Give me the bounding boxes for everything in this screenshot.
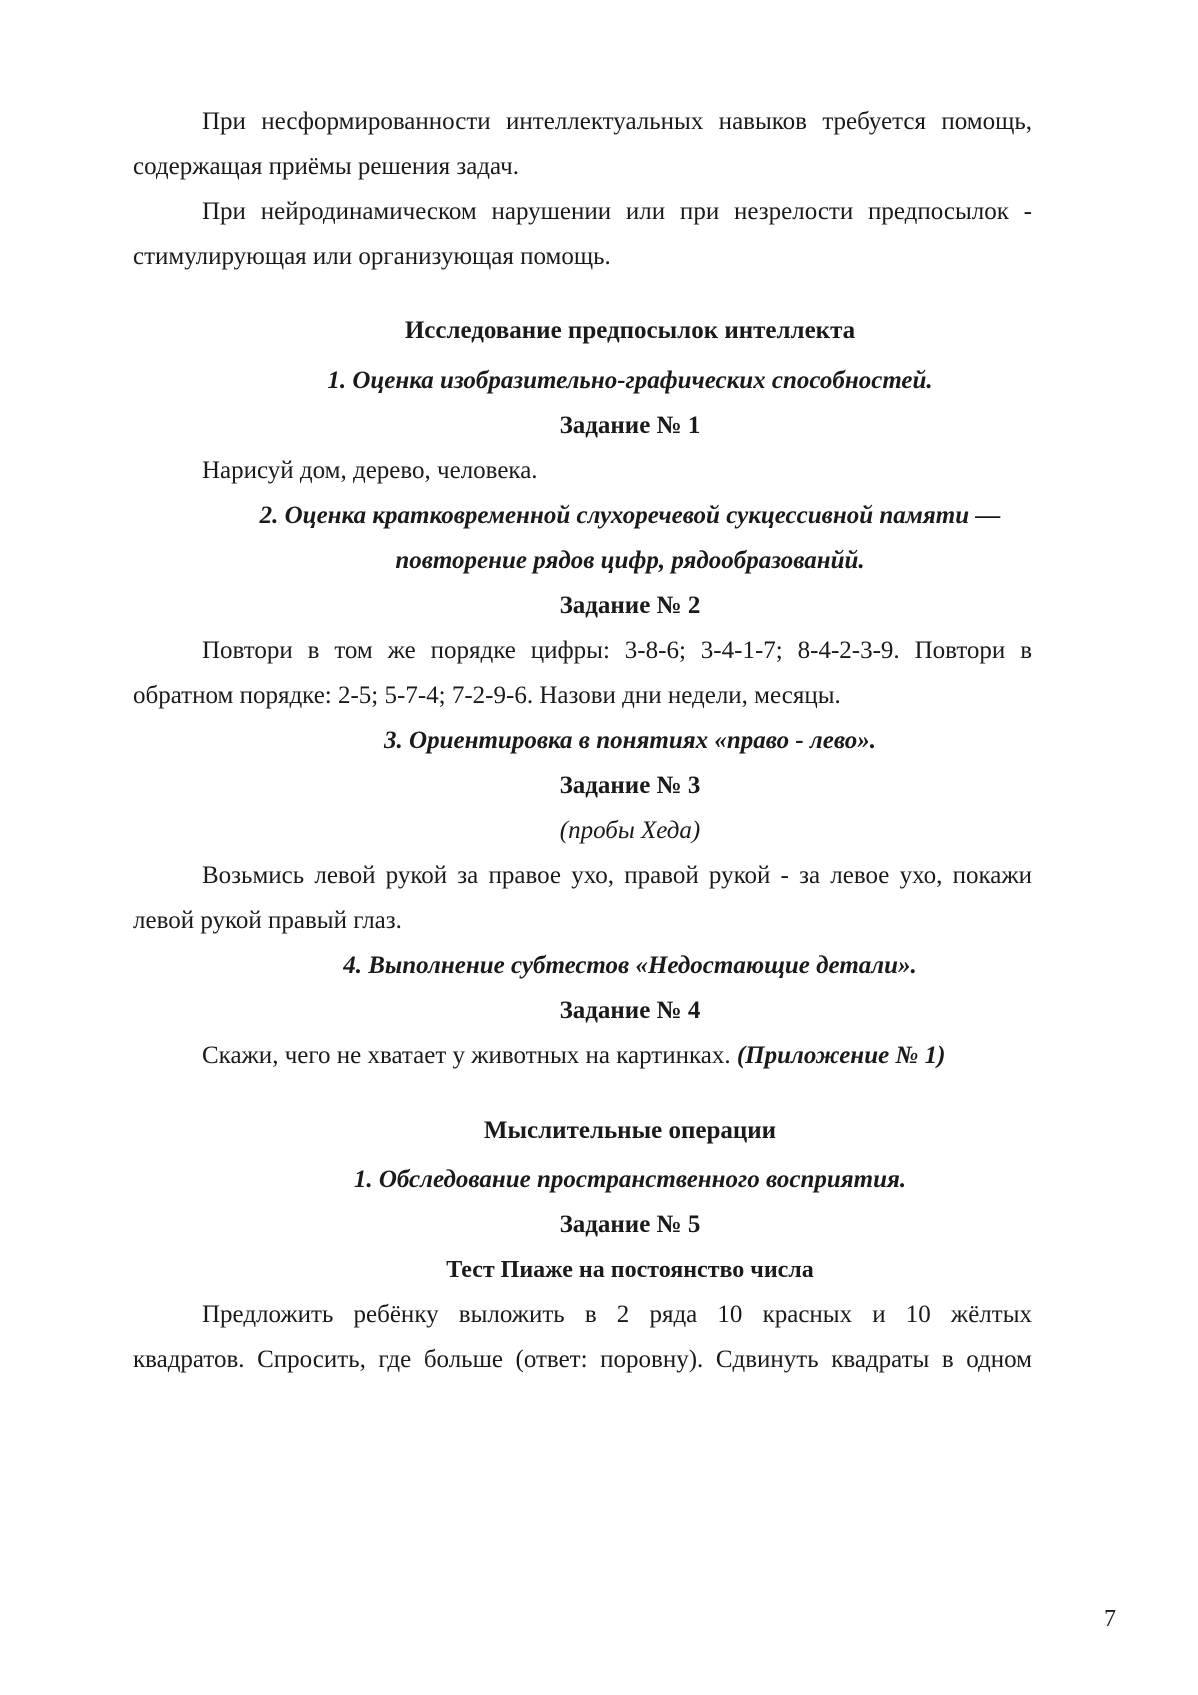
task-4-text-body: Скажи, чего не хватает у животных на картинках.: [202, 1042, 731, 1069]
item-1-heading: 1. Оценка изобразительно-графических способностей.: [327, 367, 933, 394]
page-number: 7: [1104, 1606, 1116, 1632]
item-5-heading: 1. Обследование пространственного восприятия.: [353, 1166, 907, 1193]
paragraph-1-line-1: При несформированности интеллектуальных навыков требуется помощь,: [202, 108, 1032, 135]
task-3-label: Задание № 3: [559, 772, 701, 799]
task-1-text: Нарисуй дом, дерево, человека.: [202, 457, 538, 484]
task-3-subtitle: (пробы Хеда): [559, 817, 701, 844]
paragraph-2-line-2: стимулирующая или организующая помощь.: [133, 243, 611, 270]
section-1-title: Исследование предпосылок интеллекта: [404, 317, 856, 344]
task-4-label: Задание № 4: [559, 997, 701, 1024]
task-4-text: [202, 1041, 945, 1071]
task-2-text-line-2: обратном порядке: 2-5; 5-7-4; 7-2-9-6. Назови дни недели, месяцы.: [133, 682, 841, 709]
task-5-text-line-2: квадратов. Спросить, где больше (ответ: поровну). Сдвинуть квадраты в одном: [133, 1346, 1032, 1373]
item-4-heading: 4. Выполнение субтестов «Недостающие детали».: [343, 952, 917, 979]
paragraph-2-line-1: При нейродинамическом нарушении или при незрелости предпосылок -: [202, 198, 1032, 225]
task-2-text-line-1: Повтори в том же порядке цифры: 3-8-6; 3-4-1-7; 8-4-2-3-9. Повтори в: [202, 637, 1032, 664]
task-3-text-line-2: левой рукой правый глаз.: [133, 907, 402, 934]
task-2-label: Задание № 2: [559, 592, 701, 619]
appendix-reference: (Приложение № 1): [736, 1042, 946, 1069]
task-5-label: Задание № 5: [559, 1211, 701, 1238]
section-2-title: Мыслительные операции: [483, 1117, 777, 1144]
piaget-test-title: Тест Пиаже на постоянство числа: [446, 1257, 814, 1283]
item-2-heading-line-1: 2. Оценка кратковременной слухоречевой сукцессивной памяти —: [259, 502, 1001, 529]
task-5-text-line-1: Предложить ребёнку выложить в 2 ряда 10 красных и 10 жёлтых: [202, 1301, 1032, 1328]
item-3-heading: 3. Ориентировка в понятиях «право - лево».: [384, 727, 876, 754]
item-2-heading-line-2: повторение рядов цифр, рядообразованйй.: [395, 547, 865, 574]
task-3-text-line-1: Возьмись левой рукой за правое ухо, правой рукой - за левое ухо, покажи: [202, 862, 1032, 889]
task-1-label: Задание № 1: [559, 412, 701, 439]
paragraph-1-line-2: содержащая приёмы решения задач.: [133, 153, 519, 180]
